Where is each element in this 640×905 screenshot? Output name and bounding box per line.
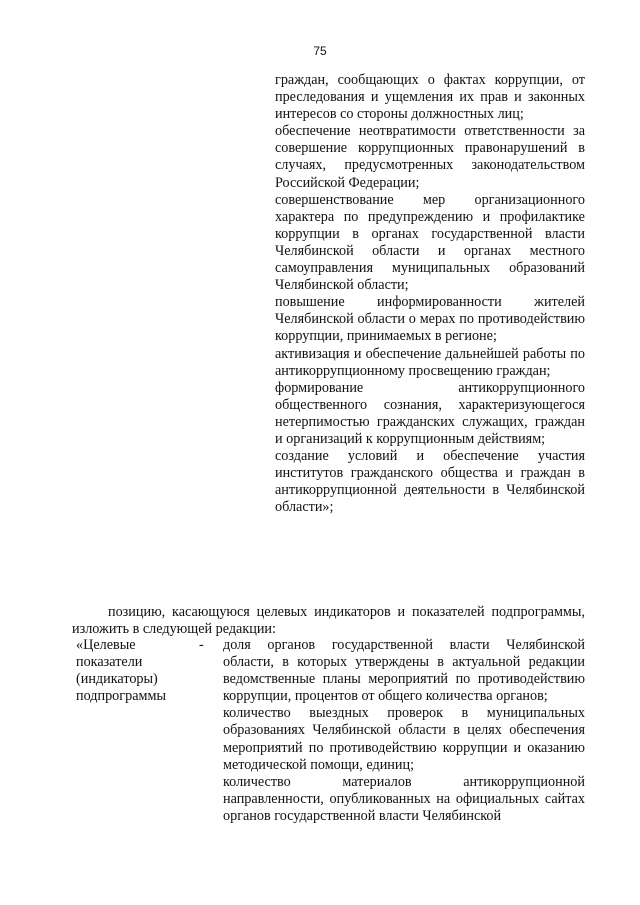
objective-item: формирование антикоррупционного общественного сознания, характеризующегося нетерпимостью гражданских служащих, граждан и организаций к коррупционным действиям;: [275, 379, 585, 447]
indicator-item: количество материалов антикоррупционной направленности, опубликованных на официальных сайтах органов государственной власти Челябинской: [223, 773, 585, 824]
page-number: 75: [313, 44, 327, 58]
objective-item: повышение информированности жителей Челябинской области о мерах по противодействию коррупции, принимаемых в регионе;: [275, 294, 585, 345]
objective-item: создание условий и обеспечение участия институтов гражданского общества и граждан в антикоррупционной деятельности в Челябинской области»;: [275, 448, 585, 516]
indicator-item: количество выездных проверок в муниципальных образованиях Челябинской области в целях обеспечения мероприятий по противодействию коррупции и оказанию методической помощи, единиц;: [223, 705, 585, 773]
objective-item: совершенствование мер организационного характера по предупреждению и профилактике коррупции в органах государственной власти Челябинской области и органах местного самоуправления муниципальных образований Челябинской области;: [275, 191, 585, 294]
indicator-item: доля органов государственной власти Челябинской области, в которых утверждены в актуальной редакции ведомственные планы мероприятий по противодействию коррупции, процентов от общего количества органов;: [223, 637, 585, 705]
indicators-dash: -: [199, 637, 204, 653]
objective-item: обеспечение неотвратимости ответственности за совершение коррупционных правонарушений в случаях, предусмотренных законодательством Российской Федерации;: [275, 123, 585, 191]
indicators-label: «Целевые показатели (индикаторы) подпрограммы: [76, 637, 166, 705]
objective-item: граждан, сообщающих о фактах коррупции, от преследования и ущемления их прав и законных интересов со стороны должностных лиц;: [275, 72, 585, 123]
indicators-content: [223, 637, 585, 825]
instruction-paragraph: позицию, касающуюся целевых индикаторов и показателей подпрограммы, изложить в следующей редакции:: [72, 604, 585, 638]
objective-item: активизация и обеспечение дальнейшей работы по антикоррупционному просвещению граждан;: [275, 345, 585, 379]
objectives-list: [275, 72, 585, 516]
indicators-table-row: [72, 637, 585, 825]
